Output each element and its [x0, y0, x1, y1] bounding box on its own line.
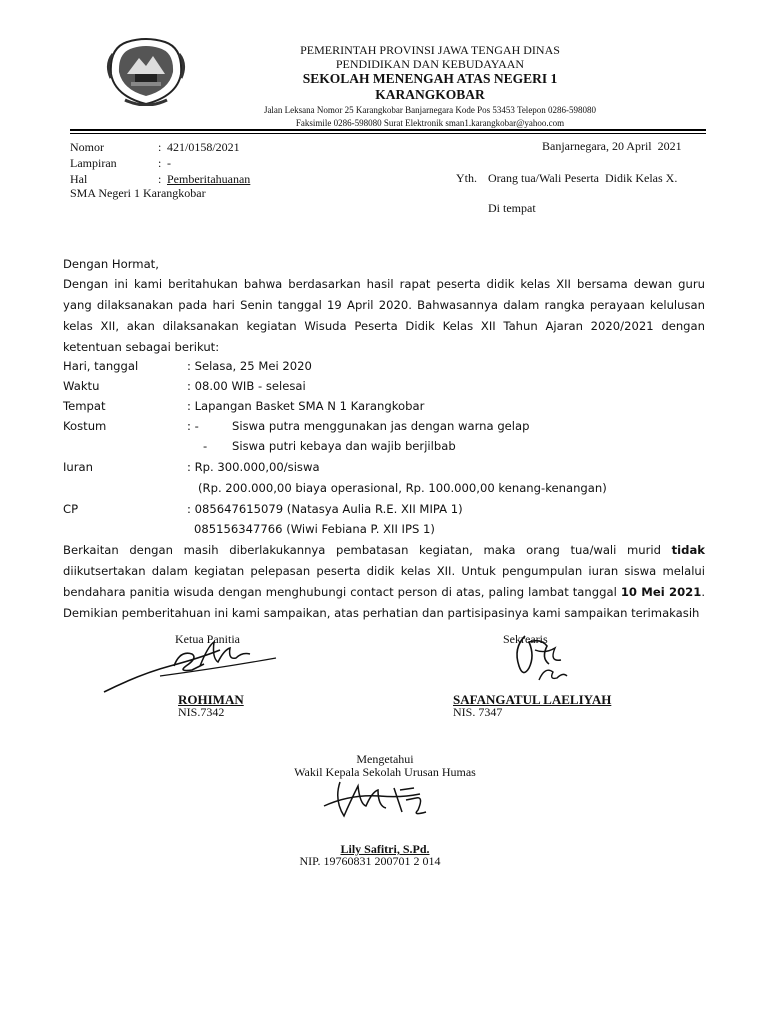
center-signer-title-1: Mengetahui: [356, 752, 414, 766]
detail-label-costume: Kostum: [63, 419, 107, 433]
recipient-school: SMA Negeri 1 Karangkobar: [70, 186, 206, 200]
costume-item-2: Siswa putri kebaya dan wajib berjilbab: [232, 439, 456, 453]
costume-item-2-dash: -: [203, 439, 208, 453]
letter-meta: [70, 139, 251, 187]
cp-second: 085156347766 (Wiwi Febiana P. XII IPS 1): [194, 522, 435, 536]
detail-label-date: Hari, tanggal: [63, 359, 139, 373]
right-signer-name: SAFANGATUL LAELIYAH: [453, 692, 612, 707]
letterhead: [150, 43, 710, 129]
detail-value-place: : Lapangan Basket SMA N 1 Karangkobar: [187, 399, 425, 413]
school-address: Jalan Leksana Nomor 25 Karangkobar Banjarnegara Kode Pos 53453 Telepon 0286-598080: [263, 105, 597, 115]
paragraph-2: [63, 540, 705, 624]
fee-note: (Rp. 200.000,00 biaya operasional, Rp. 100.000,00 kenang-kenangan): [198, 481, 607, 495]
left-signer-nis: NIS.7342: [178, 705, 225, 719]
left-signer-title: Ketua Panitia: [175, 632, 240, 646]
right-signer-nis: NIS. 7347: [453, 705, 503, 719]
lampiran-value: -: [167, 156, 171, 170]
costume-item-1: Siswa putra menggunakan jas dengan warna gelap: [232, 419, 530, 433]
center-signature-icon: [320, 776, 440, 822]
lampiran-colon: :: [158, 156, 162, 170]
paragraph-2-bold-tidak: tidak: [671, 543, 705, 557]
detail-label-place: Tempat: [63, 399, 106, 413]
detail-label-time: Waktu: [63, 379, 100, 393]
detail-value-cp: : 085647615079 (Natasya Aulia R.E. XII MIPA 1): [187, 502, 463, 516]
center-signer-nip: NIP. 19760831 200701 2 014: [299, 854, 441, 868]
detail-value-fee: : Rp. 300.000,00/siswa: [187, 460, 320, 474]
paragraph-2-b: diikutsertakan dalam kegiatan pelepasan peserta didik kelas XII. Untuk pengumpulan iuran siswa melalui bendahara panitia wisuda dengan menghubungi contact person di atas, paling lambat tanggal: [63, 564, 705, 599]
recipient-place: Di tempat: [488, 201, 536, 215]
detail-label-fee: Iuran: [63, 460, 93, 474]
hal-label: Hal: [70, 172, 88, 186]
letterhead-line2: PENDIDIKAN DAN KEBUDAYAAN: [335, 57, 525, 71]
recipient-to: Orang tua/Wali Peserta Didik Kelas X.: [488, 171, 678, 185]
paragraph-2-c: . Demikian pemberitahuan ini kami sampaikan, atas perhatian dan partisipasinya kami sampaikan terimakasih: [63, 585, 705, 620]
nomor-label: Nomor: [70, 140, 104, 154]
school-name-2: KARANGKOBAR: [375, 87, 485, 102]
lampiran-label: Lampiran: [70, 156, 117, 170]
header-divider-thin: [70, 133, 706, 134]
paragraph-2-bold-date: 10 Mei 2021: [620, 585, 702, 599]
left-signature-icon: [100, 636, 280, 698]
left-signer-name: ROHIMAN: [178, 692, 244, 707]
header-divider-thick: [70, 129, 706, 131]
detail-label-cp: CP: [63, 502, 79, 516]
school-name-1: SEKOLAH MENENGAH ATAS NEGERI 1: [302, 71, 558, 86]
detail-value-costume: : -: [187, 419, 199, 433]
right-signer-title: Sekrearis: [503, 632, 548, 646]
nomor-value: 421/0158/2021: [167, 140, 240, 154]
center-signer-title-2: Wakil Kepala Sekolah Urusan Humas: [294, 765, 476, 779]
detail-value-date: : Selasa, 25 Mei 2020: [187, 359, 312, 373]
letterhead-line1: PEMERINTAH PROVINSI JAWA TENGAH DINAS: [300, 43, 560, 57]
school-contact: Faksimile 0286-598080 Surat Elektronik sman1.karangkobar@yahoo.com: [295, 118, 565, 128]
place-date: Banjarnegara, 20 April 2021: [542, 139, 682, 153]
nomor-colon: :: [158, 140, 162, 154]
hal-colon: :: [158, 172, 162, 186]
hal-value: Pemberitahuanan: [167, 172, 251, 186]
recipient-yth: Yth.: [456, 171, 477, 185]
greeting: Dengan Hormat,: [63, 257, 159, 271]
paragraph-2-a: Berkaitan dengan masih diberlakukannya pembatasan kegiatan, maka orang tua/wali murid: [63, 543, 672, 557]
center-signer-name: Lily Safitri, S.Pd.: [340, 842, 430, 856]
detail-value-time: : 08.00 WIB - selesai: [187, 379, 306, 393]
paragraph-1: Dengan ini kami beritahukan bahwa berdasarkan hasil rapat peserta didik kelas XII bersama dewan guru yang dilaksanakan pada hari Senin tanggal 19 April 2020. Bahwasannya dalam rangka perayaan kelulusan kelas XII, akan dilaksanakan kegiatan Wisuda Peserta Didik Kelas XII Tahun Ajaran 2020/2021 dengan ketentuan sebagai berikut:: [63, 277, 705, 354]
right-signature-icon: [505, 628, 575, 688]
